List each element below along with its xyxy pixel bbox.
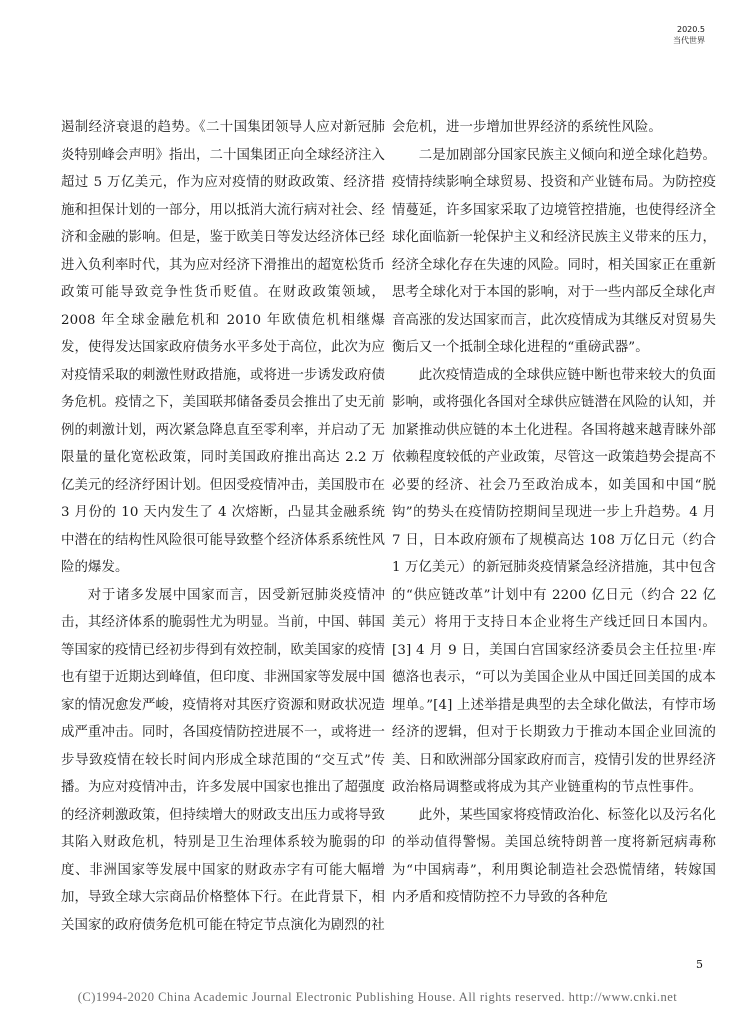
paragraph: 遏制经济衰退的趋势。《二十国集团领导人应对新冠肺炎特别峰会声明》指出，二十国集团正向全球经济注入超过 5 万亿美元，作为应对疫情的财政政策、经济措施和担保计划的一部分，用以抵消大流行病对社会、经济和金融的影响。但是，鉴于欧美日等发达经济体已经进入负利率时代，其为应对经济下滑推出的超宽松货币政策可能导致竞争性货币贬值。在财政政策领域，2008 年全球金融危机和 2010 年欧债危机相继爆发，使得发达国家政府债务水平多处于高位，此次为应对疫情采取的刺激性财政措施，或将进一步诱发政府债务危机。疫情之下，美国联邦储备委员会推出了史无前例的刺激计划，两次紧急降息直至零利率，并启动了无限量的量化宽松政策，同时美国政府推出高达 2.2 万亿美元的经济纾困计划。但因受疫情冲击，美国股市在 3 月份的 10 天内发生了 4 次熔断，凸显其金融系统中潜在的结构性风险很可能导致整个经济体系系统性风险的爆发。 [61,120,385,575]
issue-number: 2020.5 [677,25,705,34]
journal-title: 当代世界 [673,36,705,45]
left-column [61,114,385,939]
page-number: 5 [696,958,703,971]
paragraph: 对于诸多发展中国家而言，因受新冠肺炎疫情冲击，其经济体系的脆弱性尤为明显。当前，中国、韩国等国家的疫情已经初步得到有效控制，欧美国家的疫情也有望于近期达到峰值，但印度、非洲国家等发展中国家的情况愈发严峻，疫情将对其医疗资源和财政状况造成严重冲击。同时，各国疫情防控进展不一，或将进一步导致疫情在较长时间内形成全球范围的“交互式”传播。为应对疫情冲击，许多发展中国家也推出了超强度的经济刺激政策，但持续增大的财政支出压力或将导致其陷入财政危机，特别是卫生治理体系较为脆弱的印度、非洲国家等发展中国家的财政赤字有可能大幅增加，导致全球大宗商品价格整体下行。在此背景下，相关国家的政府债务危机可能在特定节点演化为剧烈的社 [61,587,385,933]
copyright-footer: (C)1994-2020 China Academic Journal Electronic Publishing House. All rights reserved. http://www.cnki.net [77,990,678,1004]
paragraph: 会危机，进一步增加世界经济的系统性风险。 [392,120,662,135]
paragraph: 此次疫情造成的全球供应链中断也带来较大的负面影响，或将强化各国对全球供应链潜在风险的认知，并加紧推动供应链的本土化进程。各国将越来越青睐外部依赖程度较低的产业政策，尽管这一政策趋势会提高不必要的经济、社会乃至政治成本，如美国和中国“脱钩”的势头在疫情防控期间呈现进一步上升趋势。4 月 7 日，日本政府颁布了规模高达 108 万亿日元（约合 1 万亿美元）的新冠肺炎疫情紧急经济措施，其中包含的“供应链改革”计划中有 2200 亿日元（约合 22 亿美元）将用于支持日本企业将生产线迁回日本国内。[3] 4 月 9 日，美国白宫国家经济委员会主任拉里·库德洛也表示，“可以为美国企业从中国迁回美国的成本埋单。”[4] 上述举措是典型的去全球化做法，有悖市场经济的逻辑，但对于长期致力于推动本国企业回流的美、日和欧洲部分国家政府而言，疫情引发的世界经济政治格局调整或将成为其产业链重构的节点性事件。 [392,367,716,795]
paragraph: 此外，某些国家将疫情政治化、标签化以及污名化的举动值得警惕。美国总统特朗普一度将新冠病毒称为“中国病毒”，利用舆论制造社会恐慌情绪，转嫁国内矛盾和疫情防控不力导致的各种危 [392,807,716,905]
right-column [392,114,716,912]
page-header [673,24,705,46]
paragraph: 二是加剧部分国家民族主义倾向和逆全球化趋势。疫情持续影响全球贸易、投资和产业链布局。为防控疫情蔓延，许多国家采取了边境管控措施，也使得经济全球化面临新一轮保护主义和经济民族主义带来的压力，经济全球化存在失速的风险。同时，相关国家正在重新思考全球化对于本国的影响，对于一些内部反全球化声音高涨的发达国家而言，此次疫情成为其继反对贸易失衡后又一个抵制全球化进程的“重磅武器”。 [392,147,716,355]
